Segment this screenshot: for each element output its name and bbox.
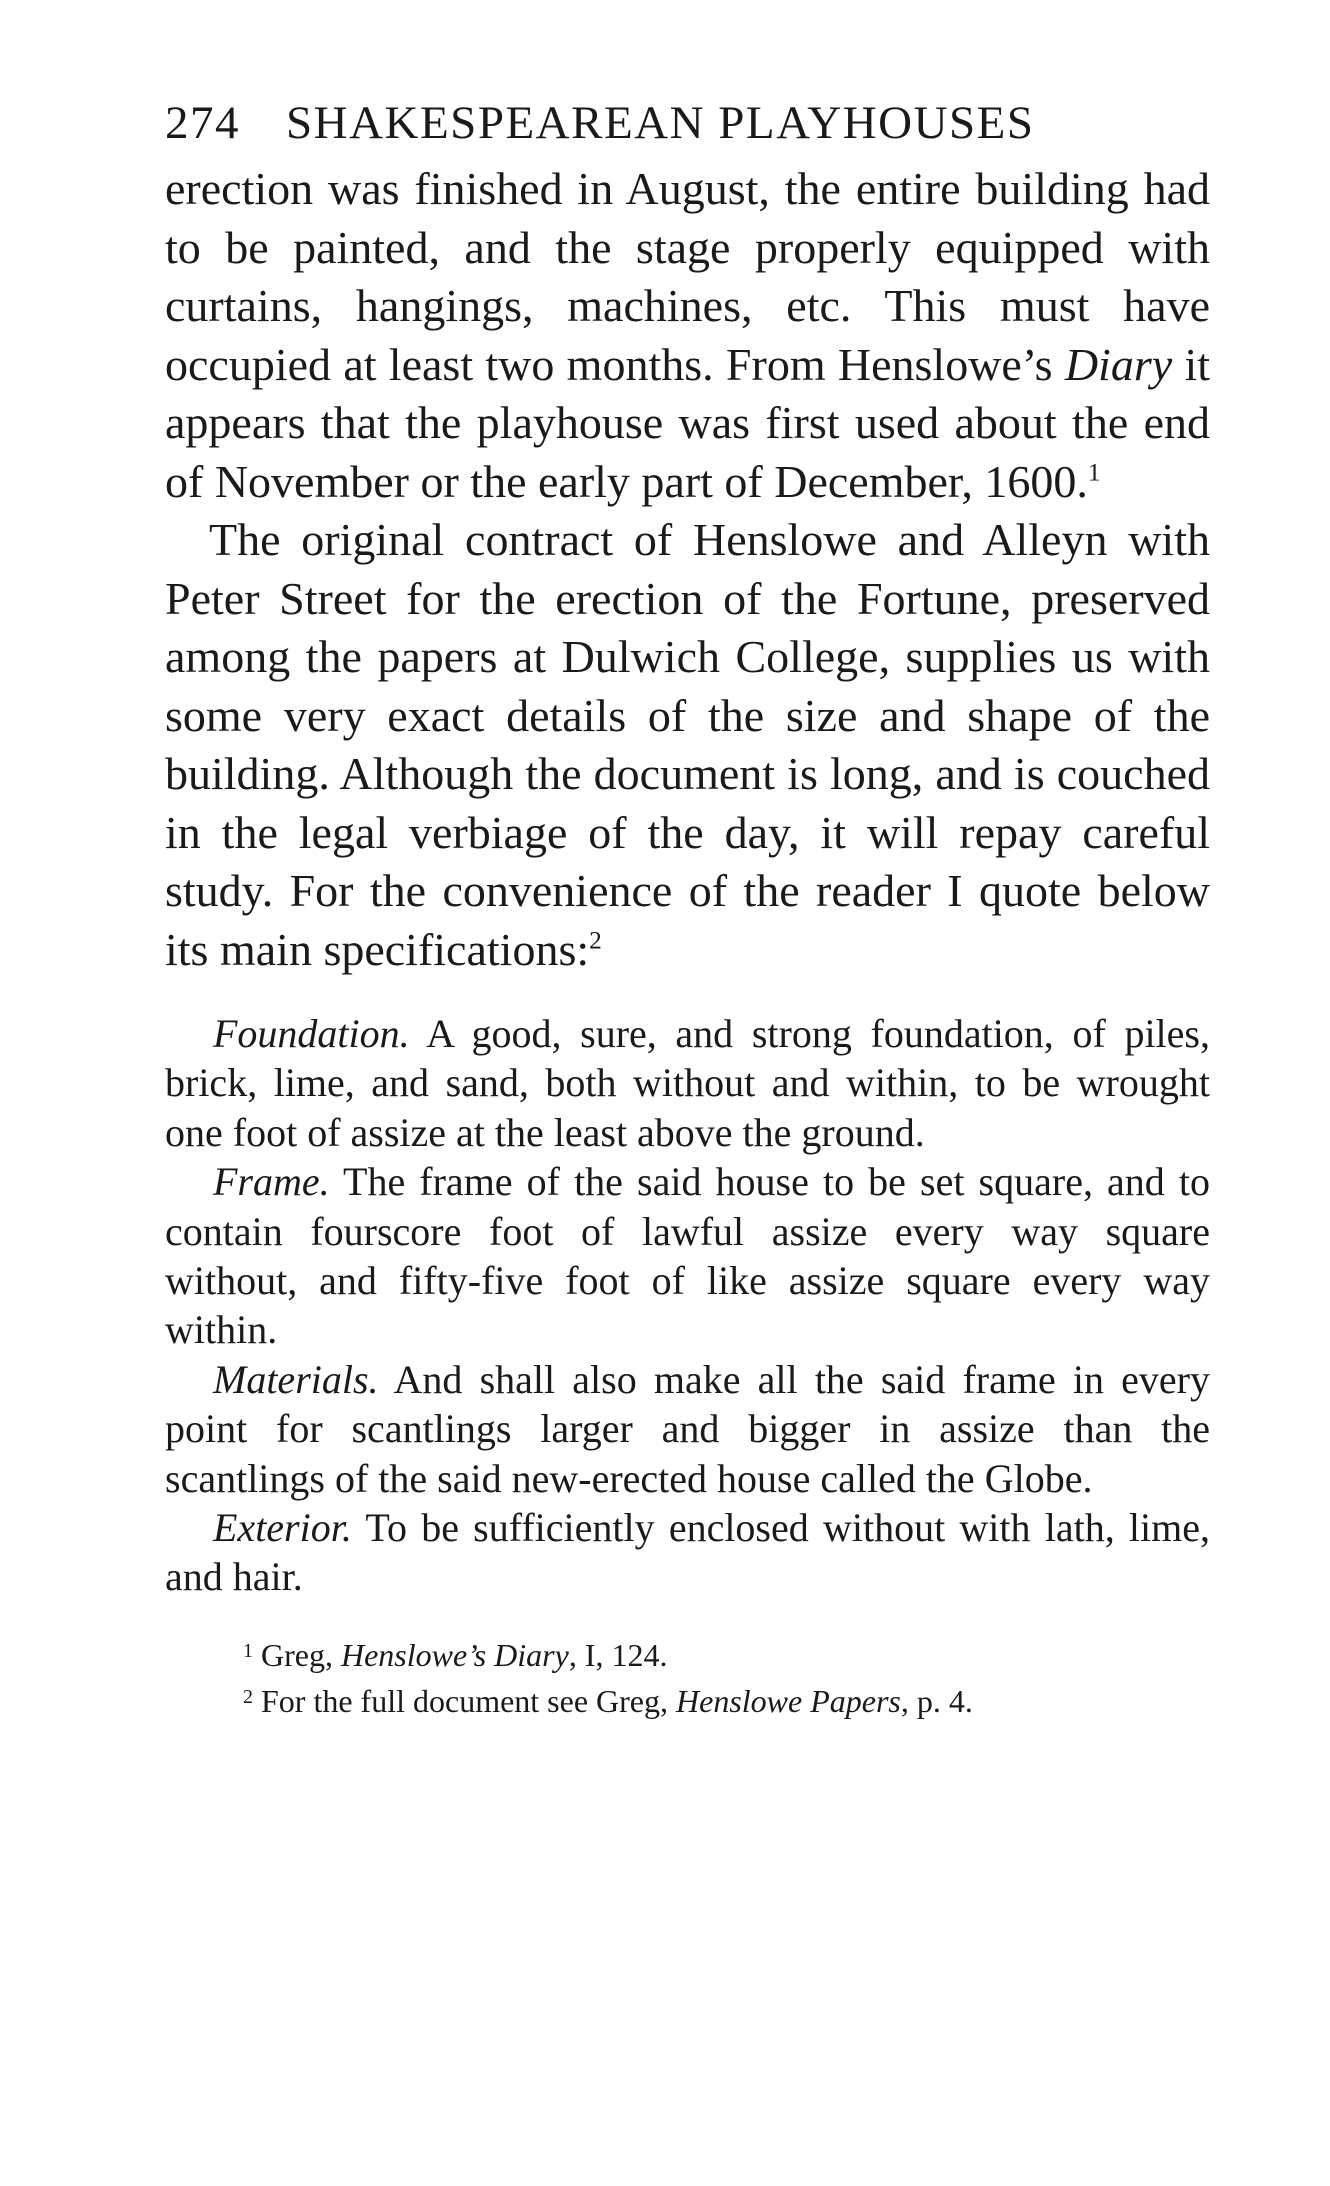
specification-term: Foundation. (213, 1011, 410, 1056)
running-header (165, 96, 1210, 158)
specification-item (165, 1503, 1210, 1602)
footnote-reference: 1 (1087, 458, 1101, 487)
specification-item (165, 1355, 1210, 1503)
specification-term: Exterior. (213, 1505, 352, 1551)
specification-term: Materials. (213, 1356, 379, 1402)
specification-text: And shall also make all the said frame in every point for scantlings larger and bigger in assize than the scantlings of the said new-erected house called the Globe. (165, 1356, 1210, 1501)
specification-term: Frame. (213, 1159, 330, 1205)
footnote-mark: 1 (243, 1639, 253, 1662)
footnote-text: For the full document see Greg, (261, 1682, 676, 1719)
paragraph (165, 511, 1210, 979)
footnote (243, 1676, 1210, 1722)
paragraph-text: it appears that the playhouse was first used about the end of November or the early part of December, 1600. (165, 338, 1211, 507)
contract-specifications (165, 1009, 1210, 1602)
footnotes (165, 1630, 1210, 1722)
footnote-mark: 2 (243, 1685, 253, 1708)
specification-text: A good, sure, and strong foundation, of piles, brick, lime, and sand, both without and within, to be wrought one foot of assize at the least above the ground. (165, 1011, 1210, 1155)
paragraph (165, 160, 1210, 511)
specification-text: The frame of the said house to be set square, and to contain fourscore foot of lawful assize every way square without, and fifty-five foot of like assize square every way within. (165, 1159, 1210, 1353)
italic-title: Diary (1064, 338, 1173, 390)
footnote-italic: Henslowe Papers (676, 1682, 901, 1719)
specification-item (165, 1157, 1210, 1355)
footnote-text: , I, 124. (568, 1636, 668, 1673)
book-page (165, 96, 1210, 1722)
footnote-italic: Henslowe’s Diary (340, 1636, 569, 1673)
footnote-text: , p. 4. (900, 1682, 973, 1719)
footnote-reference: 2 (589, 926, 602, 955)
footnote (243, 1630, 1210, 1676)
paragraph-text: The original contract of Henslowe and Alleyn with Peter Street for the erection of the Fortune, preserved among the papers at Dulwich College, supplies us with some very exact details of the size and shape of the building. Although the document is long, and is couched in the legal verbiage of the day, it will repay careful study. For the convenience of the reader I quote below its main specifications: (165, 514, 1210, 975)
page-number: 274 (165, 97, 240, 149)
specification-text: To be sufficiently enclosed without with lath, lime, and hair. (165, 1505, 1210, 1600)
body-text (165, 160, 1210, 979)
paragraph-text: erection was finished in August, the entire building had to be painted, and the stage properly equipped with curtains, hangings, machines, etc. This must have occupied at least two months. From Henslowe’s (165, 163, 1210, 390)
footnote-text: Greg, (261, 1636, 341, 1673)
specification-item (165, 1009, 1210, 1157)
running-title: SHAKESPEAREAN PLAYHOUSES (286, 97, 1035, 149)
